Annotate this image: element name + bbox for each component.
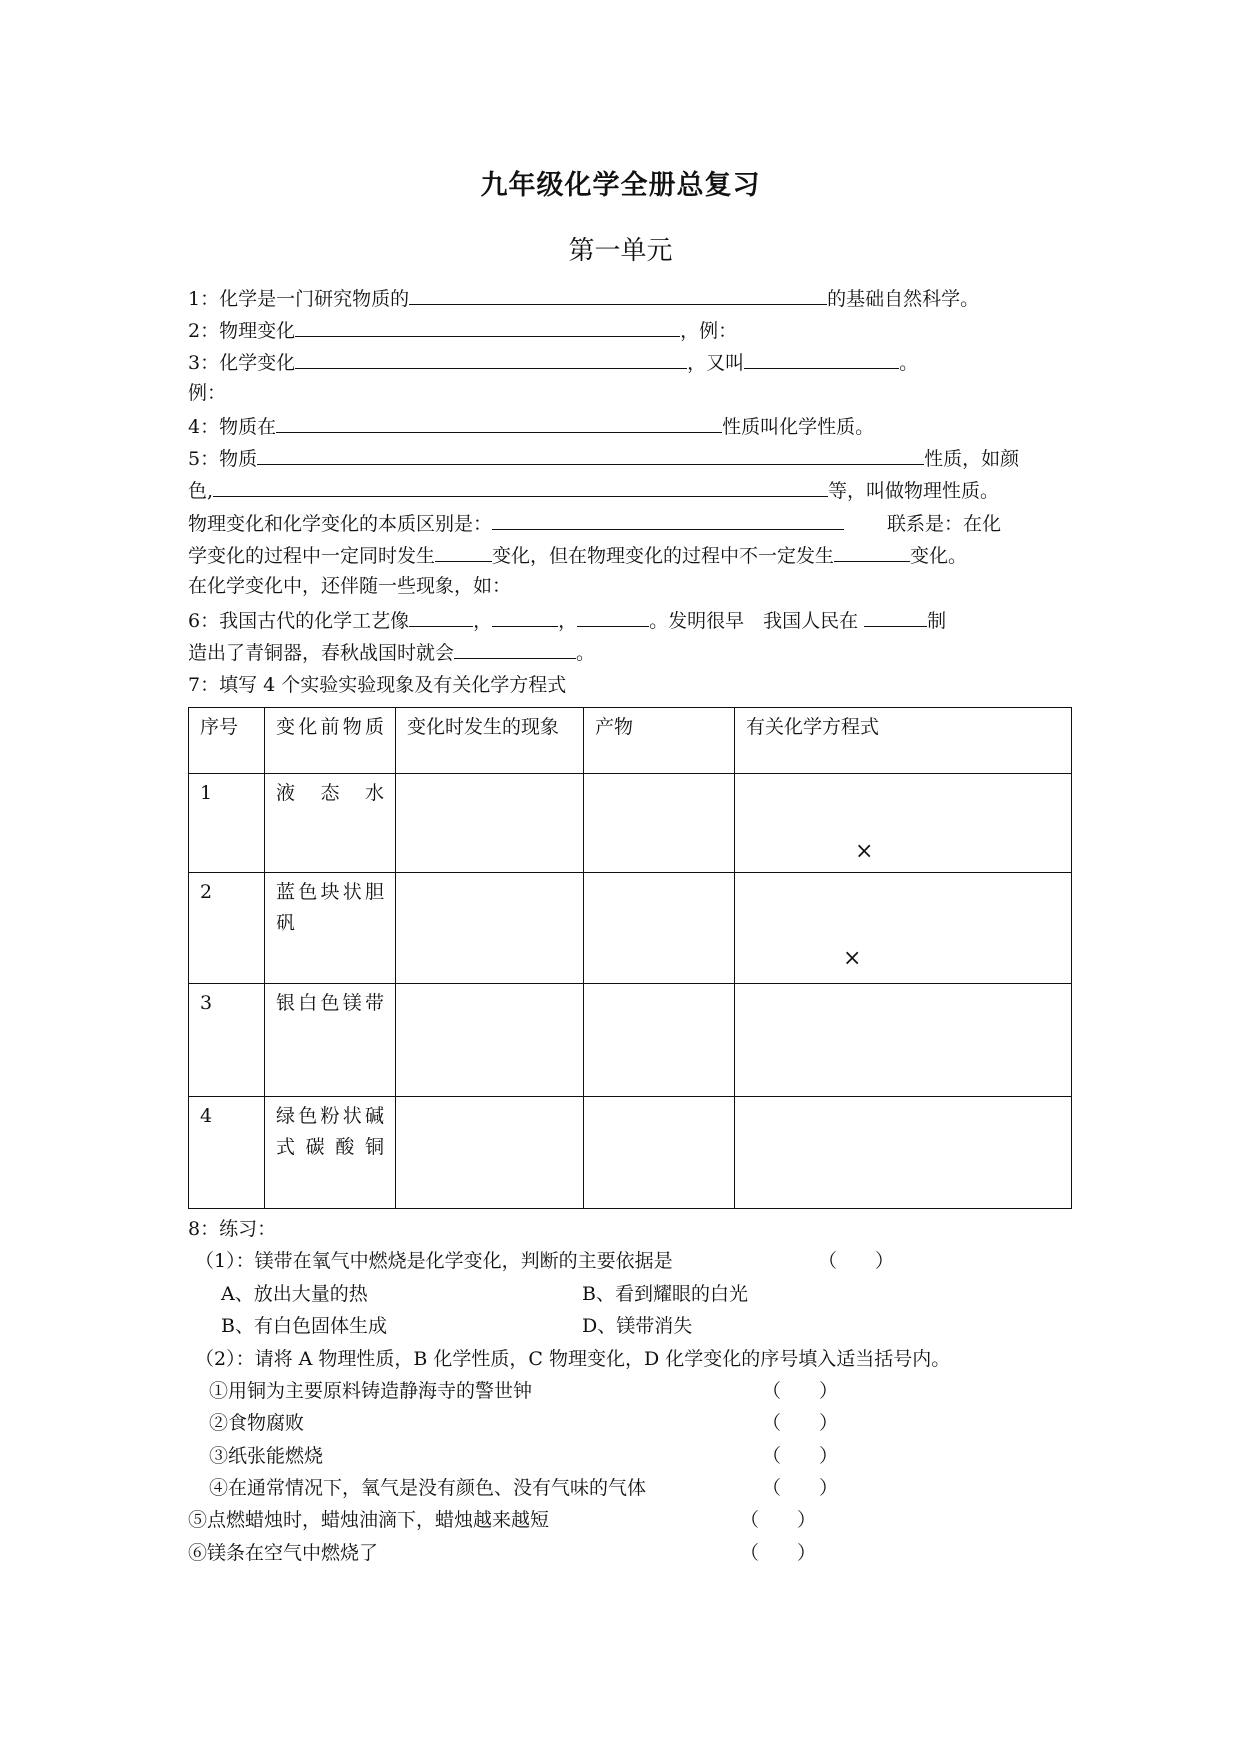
- question-7: 7：填写 4 个实验实验现象及有关化学方程式: [188, 674, 567, 696]
- blank[interactable]: [454, 636, 576, 659]
- answer-paren[interactable]: （ ）: [762, 1477, 839, 1499]
- product-cell[interactable]: [584, 873, 735, 984]
- answer-paren[interactable]: （ ）: [818, 1250, 895, 1272]
- row-number: 3: [189, 984, 265, 1097]
- experiment-table: [188, 707, 1072, 1209]
- equation-cell[interactable]: [735, 873, 1072, 984]
- row-substance: 银白色镁带: [265, 984, 396, 1097]
- equation-cell[interactable]: [735, 1097, 1072, 1209]
- blank[interactable]: [276, 410, 722, 433]
- practice-item: ⑤点燃蜡烛时，蜡烛油滴下，蜡烛越来越短: [188, 1509, 550, 1531]
- table-row: [189, 1097, 1072, 1209]
- row-number: 1: [189, 774, 265, 873]
- option-a: A、放出大量的热: [221, 1283, 368, 1305]
- answer-paren[interactable]: （ ）: [740, 1542, 817, 1564]
- table-row: [189, 984, 1072, 1097]
- product-cell[interactable]: [584, 774, 735, 873]
- product-cell[interactable]: [584, 984, 735, 1097]
- answer-paren[interactable]: （ ）: [762, 1445, 839, 1467]
- question-4: 4：物质在 性质叫化学性质。: [188, 410, 874, 440]
- header-cell: 变化时发生的现象: [396, 708, 584, 774]
- table-row: [189, 774, 1072, 873]
- blank[interactable]: [435, 539, 492, 562]
- question-3: 3：化学变化 ，又叫 。: [188, 346, 918, 376]
- blank[interactable]: [213, 474, 828, 497]
- blank[interactable]: [295, 346, 687, 369]
- question-5: 5：物质 性质，如颜: [188, 442, 1019, 472]
- practice-item: ②食物腐败: [209, 1412, 305, 1434]
- blank[interactable]: [409, 282, 827, 305]
- question-3-example: 例：: [188, 382, 227, 404]
- row-substance: 绿色粉状碱式碳酸铜: [265, 1097, 396, 1209]
- blank[interactable]: [409, 604, 473, 627]
- header-cell: 变化前物质: [265, 708, 396, 774]
- practice-item: ①用铜为主要原料铸造静海寺的警世钟: [209, 1380, 533, 1402]
- blank[interactable]: [295, 314, 680, 337]
- product-cell[interactable]: [584, 1097, 735, 1209]
- answer-paren[interactable]: （ ）: [740, 1509, 817, 1531]
- equation-cell[interactable]: [735, 774, 1072, 873]
- phenomenon-cell[interactable]: [396, 1097, 584, 1209]
- cross-mark: ×: [855, 839, 874, 864]
- question-1: 1：化学是一门研究物质的 的基础自然科学。: [188, 282, 979, 312]
- blank[interactable]: [864, 604, 927, 627]
- blank[interactable]: [744, 346, 899, 369]
- header-cell: 序号: [189, 708, 265, 774]
- answer-paren[interactable]: （ ）: [762, 1412, 839, 1434]
- essence-line-1: 物理变化和化学变化的本质区别是： 联系是：在化: [188, 507, 1001, 537]
- blank[interactable]: [492, 604, 558, 627]
- row-substance: 蓝色块状胆矾: [265, 873, 396, 984]
- question-5-cont: 色, 等，叫做物理性质。: [188, 474, 999, 504]
- answer-paren[interactable]: （ ）: [762, 1380, 839, 1402]
- phenomenon-cell[interactable]: [396, 873, 584, 984]
- cross-mark: ×: [843, 946, 862, 971]
- essence-line-2: 学变化的过程中一定同时发生 变化，但在物理变化的过程中不一定发生 变化。: [188, 539, 967, 569]
- table-row: [189, 873, 1072, 984]
- practice-2-question: （2）：请将 A 物理性质，B 化学性质，C 物理变化，D 化学变化的序号填入适当括号内。: [195, 1348, 951, 1370]
- question-8: 8：练习：: [188, 1218, 277, 1240]
- practice-item: ⑥镁条在空气中燃烧了: [188, 1542, 379, 1564]
- essence-line-3: 在化学变化中，还伴随一些现象，如：: [188, 575, 512, 597]
- equation-cell[interactable]: [735, 984, 1072, 1097]
- practice-item: ③纸张能燃烧: [209, 1445, 324, 1467]
- header-cell: 产物: [584, 708, 735, 774]
- practice-item: ④在通常情况下，氧气是没有颜色、没有气味的气体: [209, 1477, 647, 1499]
- practice-1-question: （1）：镁带在氧气中燃烧是化学变化，判断的主要依据是: [195, 1250, 673, 1272]
- question-6: 6：我国古代的化学工艺像 ， ， 。发明很早 我国人民在 制: [188, 604, 946, 634]
- question-6-cont: 造出了青铜器，春秋战国时就会 。: [188, 636, 595, 666]
- option-d: D、镁带消失: [582, 1315, 693, 1337]
- question-2: 2：物理变化 ，例：: [188, 314, 737, 344]
- page-title: 九年级化学全册总复习: [480, 170, 761, 201]
- row-number: 2: [189, 873, 265, 984]
- phenomenon-cell[interactable]: [396, 984, 584, 1097]
- blank[interactable]: [577, 604, 649, 627]
- blank[interactable]: [257, 442, 924, 465]
- unit-heading: 第一单元: [568, 236, 673, 266]
- table-header-row: [189, 708, 1072, 774]
- option-b: B、看到耀眼的白光: [582, 1283, 748, 1305]
- option-b2: B、有白色固体生成: [221, 1315, 387, 1337]
- row-substance: 液态水: [265, 774, 396, 873]
- blank[interactable]: [834, 539, 910, 562]
- blank[interactable]: [492, 507, 844, 530]
- row-number: 4: [189, 1097, 265, 1209]
- phenomenon-cell[interactable]: [396, 774, 584, 873]
- header-cell: 有关化学方程式: [735, 708, 1072, 774]
